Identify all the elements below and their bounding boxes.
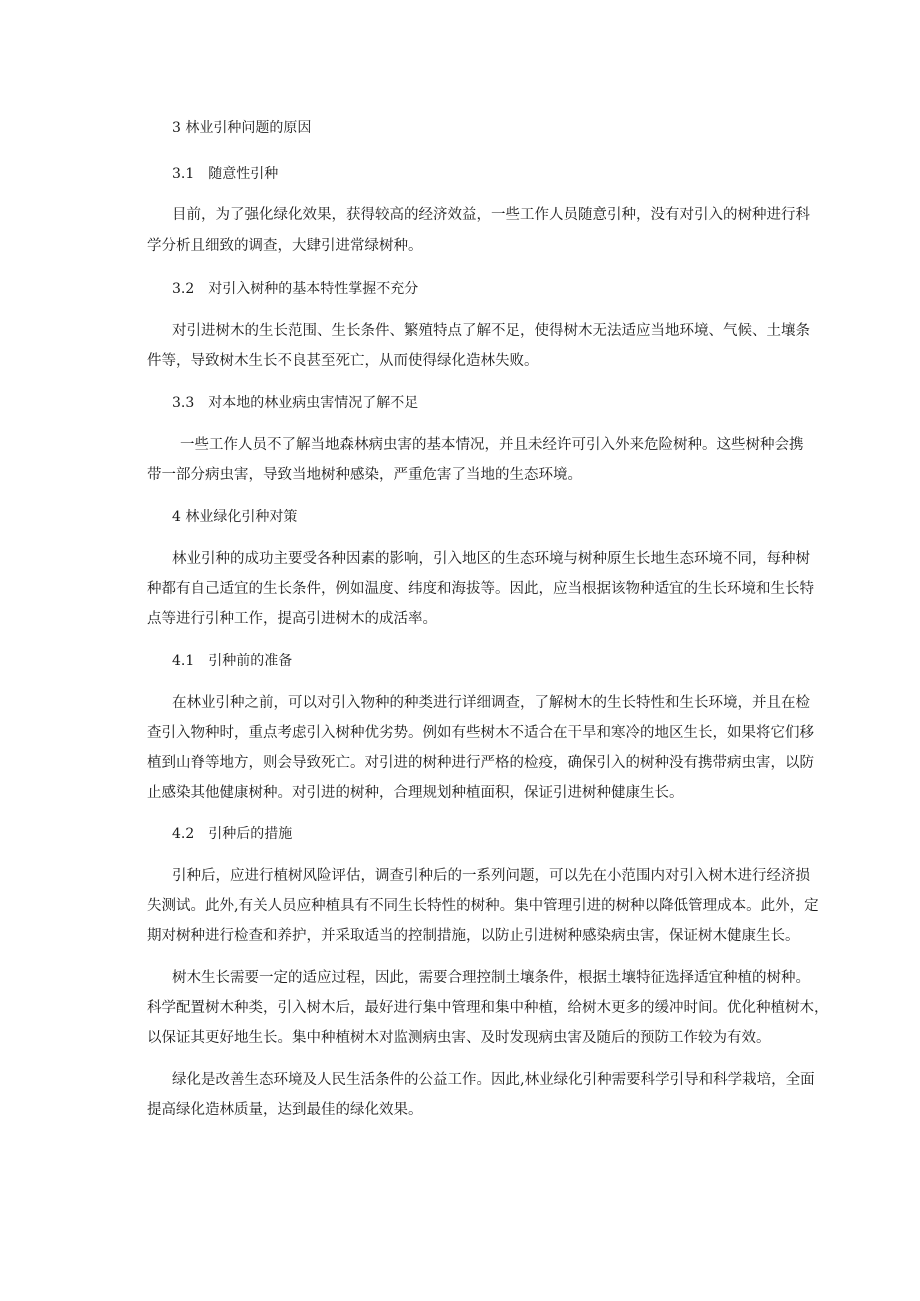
paragraph-line: 在林业引种之前，可以对引入物种的种类进行详细调查，了解树木的生长特性和生长环境，并且在检 <box>172 695 810 711</box>
paragraph-line: 件等，导致树木生长不良甚至死亡，从而使得绿化造林失败。 <box>147 353 539 369</box>
paragraph-line: 查引入物种时，重点考虑引入树种优劣势。例如有些树木不适合在干旱和寒冷的地区生长，如果将它们移 <box>147 725 814 741</box>
subsection-heading: 3.1 随意性引种 <box>172 166 279 182</box>
paragraph-line: 科学配置树木种类，引入树木后，最好进行集中管理和集中种植，给树木更多的缓冲时间。优化种植树木， <box>147 1000 829 1016</box>
paragraph-line: 止感染其他健康树种。对引进的树种，合理规划种植面积，保证引进树种健康生长。 <box>147 785 684 801</box>
subsection-heading: 3.2 对引入树种的基本特性掌握不充分 <box>172 281 419 297</box>
paragraph-line: 绿化是改善生态环境及人民生活条件的公益工作。因此,林业绿化引种需要科学引导和科学栽培，全面 <box>172 1072 815 1088</box>
section-heading: 3 林业引种问题的原因 <box>172 120 312 136</box>
subsection-heading: 4.1 引种前的准备 <box>172 653 293 669</box>
paragraph-line: 失测试。此外,有关人员应种植具有不同生长特性的树种。集中管理引进的树种以降低管理成本。此外，定 <box>147 898 819 914</box>
paragraph-line: 学分析且细致的调查，大肆引进常绿树种。 <box>147 238 423 254</box>
paragraph-line: 植到山脊等地方，则会导致死亡。对引进的树种进行严格的检疫，确保引入的树种没有携带病虫害，以防 <box>147 755 814 771</box>
paragraph-line: 目前，为了强化绿化效果，获得较高的经济效益，一些工作人员随意引种，没有对引入的树种进行科 <box>172 207 810 223</box>
subsection-heading: 4.2 引种后的措施 <box>172 826 293 842</box>
paragraph-line: 提高绿化造林质量，达到最佳的绿化效果。 <box>147 1102 423 1118</box>
section-heading: 4 林业绿化引种对策 <box>172 509 298 525</box>
paragraph-line: 对引进树木的生长范围、生长条件、繁殖特点了解不足，使得树木无法适应当地环境、气候、土壤条 <box>172 323 810 339</box>
paragraph-line: 种都有自己适宜的生长条件，例如温度、纬度和海拔等。因此，应当根据该物种适宜的生长环境和生长特 <box>147 581 814 597</box>
subsection-heading: 3.3 对本地的林业病虫害情况了解不足 <box>172 395 419 411</box>
paragraph-line: 一些工作人员不了解当地森林病虫害的基本情况，并且未经许可引入外来危险树种。这些树种会携 <box>180 437 804 453</box>
paragraph-line: 期对树种进行检查和养护，并采取适当的控制措施，以防止引进树种感染病虫害，保证树木健康生长。 <box>147 928 800 944</box>
paragraph-line: 带一部分病虫害，导致当地树种感染，严重危害了当地的生态环境。 <box>147 467 582 483</box>
paragraph-line: 以保证其更好地生长。集中种植树木对监测病虫害、及时发现病虫害及随后的预防工作较为有效。 <box>147 1030 771 1046</box>
paragraph-line: 树木生长需要一定的适应过程，因此，需要合理控制土壤条件，根据土壤特征选择适宜种植的树种。 <box>172 970 810 986</box>
paragraph-line: 点等进行引种工作，提高引进树木的成活率。 <box>147 611 437 627</box>
paragraph-line: 引种后，应进行植树风险评估，调查引种后的一系列问题，可以先在小范围内对引入树木进行经济损 <box>172 868 810 884</box>
paragraph-line: 林业引种的成功主要受各种因素的影响，引入地区的生态环境与树种原生长地生态环境不同，每种树 <box>172 551 810 567</box>
